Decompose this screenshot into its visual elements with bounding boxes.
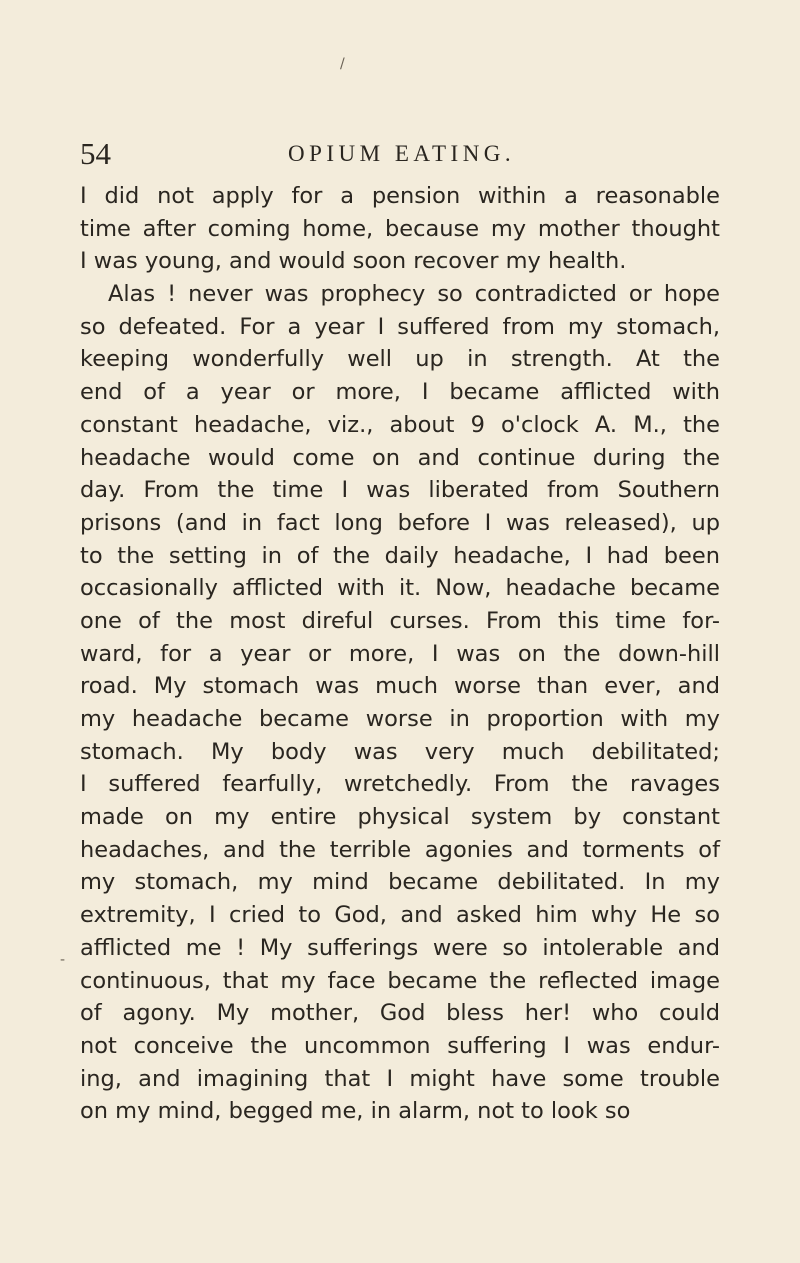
page-number: 54 bbox=[80, 136, 111, 171]
text-line: prisons (and in fact long before I was released), up bbox=[80, 509, 720, 536]
text-line: day. From the time I was liberated from Southern bbox=[80, 477, 720, 504]
body-text bbox=[80, 180, 720, 1128]
text-line: ward, for a year or more, I was on the down-hill bbox=[80, 640, 720, 667]
text-line: afflicted me ! My sufferings were so intolerable and bbox=[80, 934, 720, 961]
text-line: to the setting in of the daily headache, I had been bbox=[80, 542, 720, 569]
text-line: headaches, and the terrible agonies and torments of bbox=[80, 836, 720, 863]
text-line: keeping wonderfully well up in strength. At the bbox=[80, 346, 720, 373]
text-line: my headache became worse in proportion with my bbox=[80, 706, 720, 732]
text-line: not conceive the uncommon suffering I was endur- bbox=[80, 1032, 720, 1059]
text-line: made on my entire physical system by constant bbox=[80, 804, 720, 831]
text-line: headache would come on and continue during the bbox=[80, 444, 720, 471]
text-line: continuous, that my face became the reflected image bbox=[80, 967, 720, 994]
text-line: constant headache, viz., about 9 o'clock A. M., the bbox=[80, 411, 720, 438]
text-line: extremity, I cried to God, and asked him why He so bbox=[80, 902, 720, 929]
text-line: occasionally afflicted with it. Now, headache became bbox=[80, 575, 720, 602]
stray-mark: - bbox=[60, 952, 66, 968]
text-line: road. My stomach was much worse than ever, and bbox=[80, 673, 720, 700]
text-line: so defeated. For a year I suffered from my stomach, bbox=[80, 313, 720, 340]
text-line: one of the most direful curses. From this time for- bbox=[80, 607, 720, 634]
text-line: ing, and imagining that I might have some trouble bbox=[80, 1065, 720, 1092]
text-line: time after coming home, because my mother thought bbox=[80, 215, 720, 242]
text-line: I suffered fearfully, wretchedly. From the ravages bbox=[80, 771, 720, 798]
text-line: I did not apply for a pension within a reasonable bbox=[80, 183, 720, 209]
page-header bbox=[80, 134, 720, 174]
text-line: stomach. My body was very much debilitated; bbox=[80, 738, 720, 765]
text-line: my stomach, my mind became debilitated. In my bbox=[80, 869, 720, 896]
running-title: OPIUM EATING. bbox=[288, 141, 516, 166]
stray-mark: / bbox=[340, 56, 345, 72]
text-line: I was young, and would soon recover my health. bbox=[80, 248, 627, 275]
text-line: on my mind, begged me, in alarm, not to look so bbox=[80, 1098, 631, 1125]
text-line: of agony. My mother, God bless her! who could bbox=[80, 1000, 720, 1027]
text-line: Alas ! never was prophecy so contradicted or hope bbox=[108, 281, 720, 308]
text-line: end of a year or more, I became afflicted with bbox=[80, 379, 720, 406]
